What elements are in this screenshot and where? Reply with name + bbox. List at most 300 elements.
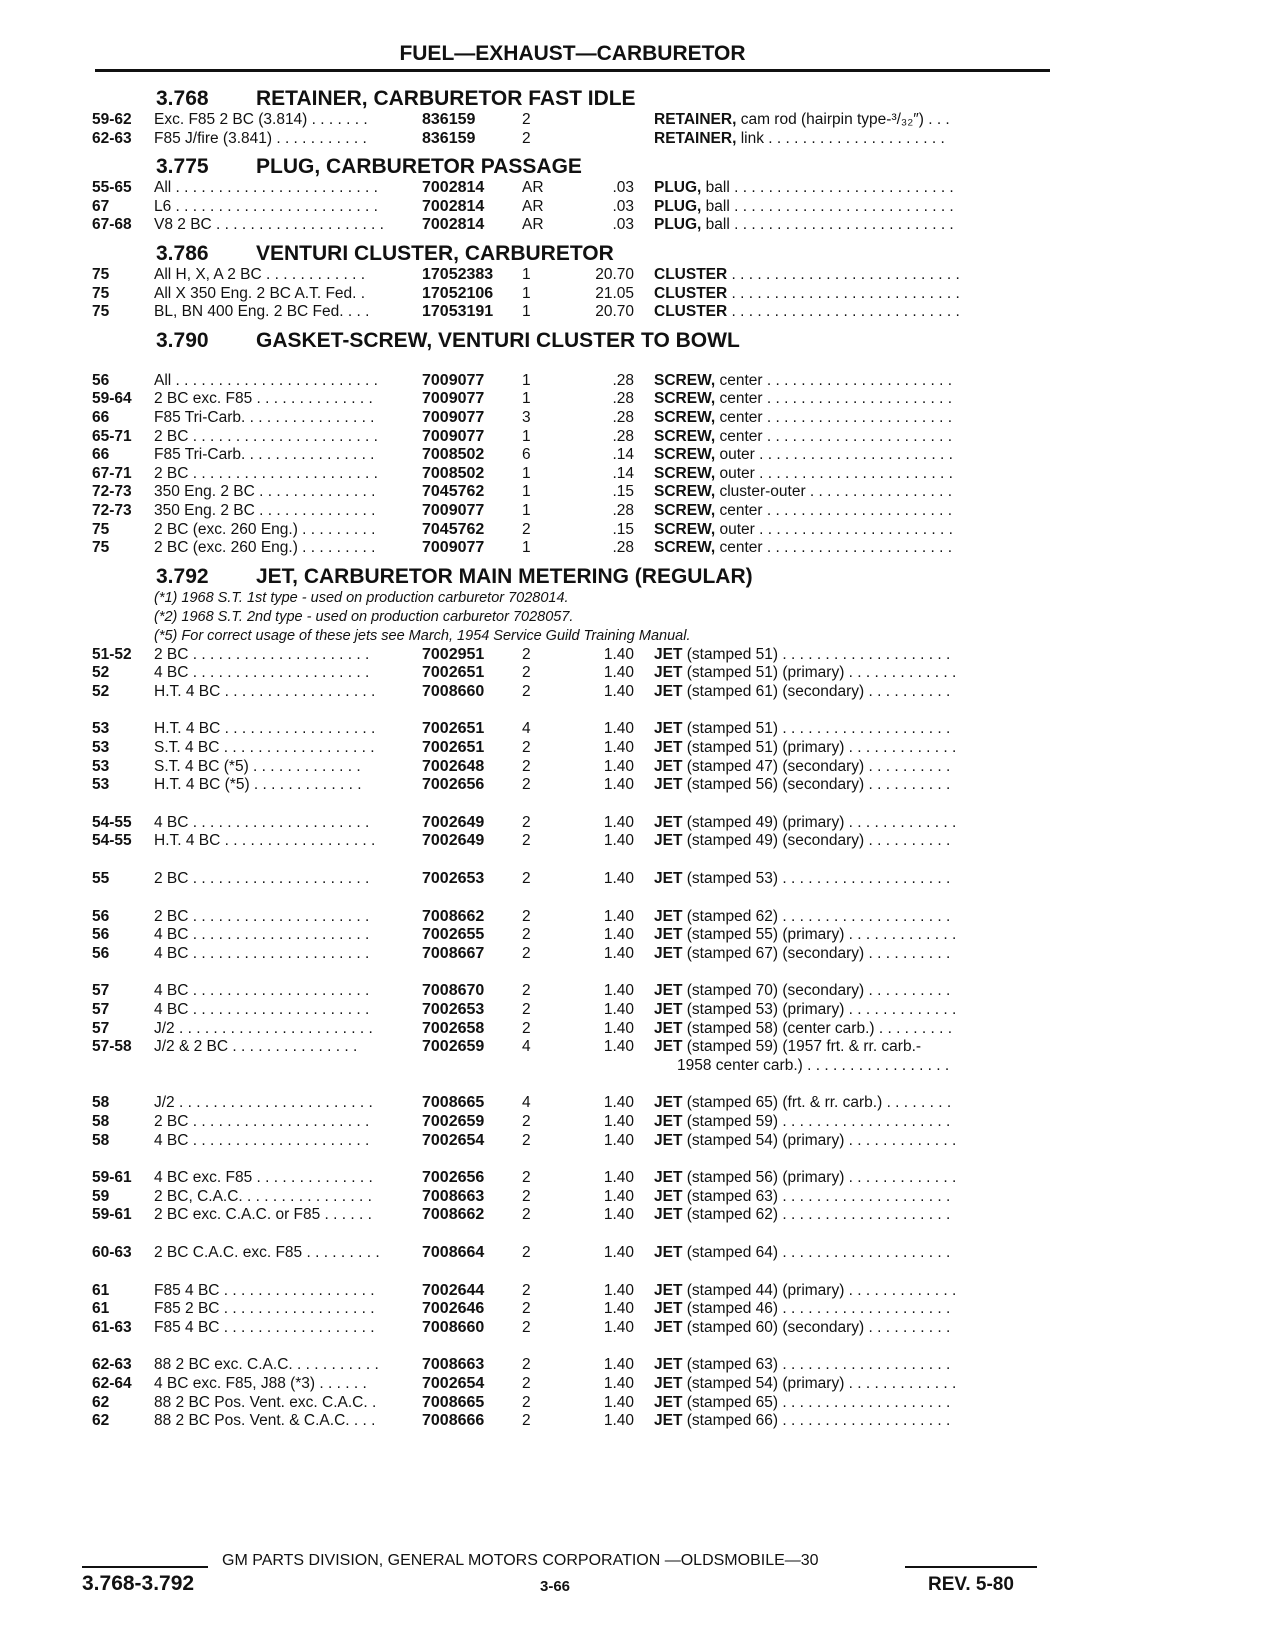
- description-keyword: JET: [654, 982, 683, 1000]
- description-text: (stamped 56) (secondary) . . . . . . . . . .: [682, 776, 951, 794]
- description: [654, 776, 1052, 795]
- section-title: JET, CARBURETOR MAIN METERING (REGULAR): [256, 564, 753, 588]
- description: [654, 428, 1052, 447]
- application: BL, BN 400 Eng. 2 BC Fed. . . .: [154, 303, 370, 321]
- section-number: 3.790: [156, 328, 209, 352]
- year-range: 65-71: [92, 427, 132, 445]
- quantity: 2: [522, 739, 531, 757]
- description-keyword: JET: [654, 1206, 683, 1224]
- description-text: (stamped 44) (primary) . . . . . . . . . . . . .: [682, 1281, 957, 1299]
- table-row: [92, 285, 1052, 304]
- table-row: [92, 664, 1052, 683]
- quantity: 2: [522, 926, 531, 944]
- description-text: (stamped 51) . . . . . . . . . . . . . . . . . . . .: [682, 645, 951, 663]
- description: [654, 1356, 1052, 1375]
- description: [654, 1169, 1052, 1188]
- description-keyword: JET: [654, 926, 683, 944]
- table-row: [92, 1001, 1052, 1020]
- description-text: ball . . . . . . . . . . . . . . . . . . . . . . . . . .: [701, 197, 954, 215]
- part-number: 7008660: [422, 682, 485, 700]
- description-text: (stamped 58) (center carb.) . . . . . . . . .: [682, 1019, 953, 1037]
- year-range: 75: [92, 265, 110, 283]
- description: [654, 1300, 1052, 1319]
- description: [654, 1375, 1052, 1394]
- application: Exc. F85 2 BC (3.814) . . . . . . .: [154, 111, 368, 128]
- price: 1.40: [603, 1374, 634, 1392]
- part-number: 7045762: [422, 520, 485, 538]
- table-row: [92, 483, 1052, 502]
- description-keyword: PLUG,: [654, 179, 702, 197]
- description-keyword: JET: [654, 944, 683, 962]
- year-range: 54-55: [92, 813, 132, 831]
- year-range: 59-64: [92, 390, 132, 408]
- year-range: 62-64: [92, 1374, 132, 1392]
- price: .14: [612, 446, 634, 464]
- application: 2 BC . . . . . . . . . . . . . . . . . . . . .: [154, 1112, 370, 1130]
- application: J/2 & 2 BC . . . . . . . . . . . . . . .: [154, 1038, 358, 1056]
- description: [654, 285, 1052, 304]
- price: 1.40: [603, 1187, 634, 1205]
- year-range: 52: [92, 682, 110, 700]
- price: 1.40: [603, 832, 634, 850]
- description: [654, 111, 1052, 130]
- description-keyword: JET: [654, 1187, 683, 1205]
- description-keyword: JET: [654, 776, 683, 794]
- description-text: (stamped 54) (primary) . . . . . . . . . . . . .: [682, 1131, 957, 1149]
- description-text: (stamped 70) (secondary) . . . . . . . . . .: [682, 982, 951, 1000]
- description-text: cluster-outer . . . . . . . . . . . . . . . . .: [715, 483, 953, 501]
- year-range: 67-71: [92, 464, 132, 482]
- price: 1.40: [603, 1206, 634, 1224]
- quantity: 2: [522, 813, 531, 831]
- year-range: 66: [92, 446, 110, 464]
- description: [654, 832, 1052, 851]
- price: 1.40: [603, 1001, 634, 1018]
- description-text: outer . . . . . . . . . . . . . . . . . . . . . . .: [715, 446, 953, 464]
- table-row: [92, 1319, 1052, 1338]
- footer-page-number: 3-66: [540, 1578, 571, 1595]
- application: H.T. 4 BC . . . . . . . . . . . . . . . . . .: [154, 720, 376, 738]
- table-row: [92, 303, 1052, 322]
- description-keyword: JET: [654, 1169, 683, 1187]
- price: 1.40: [603, 1318, 634, 1336]
- price: 21.05: [595, 284, 634, 302]
- application: 4 BC . . . . . . . . . . . . . . . . . . . . .: [154, 1131, 370, 1149]
- year-range: 55-65: [92, 179, 132, 197]
- description-keyword: SCREW,: [654, 371, 716, 389]
- description: [654, 758, 1052, 777]
- description-text: center . . . . . . . . . . . . . . . . . . . . . .: [715, 539, 953, 557]
- quantity: 2: [522, 1393, 531, 1411]
- price: 1.40: [603, 1393, 634, 1411]
- quantity: 2: [522, 1243, 531, 1261]
- year-range: 56: [92, 944, 110, 962]
- description: [654, 446, 1052, 465]
- application: F85 2 BC . . . . . . . . . . . . . . . . . .: [154, 1300, 375, 1318]
- description: [654, 303, 1052, 322]
- quantity: 2: [522, 1019, 531, 1037]
- page-title: FUEL—EXHAUST—CARBURETOR: [399, 42, 746, 65]
- description-text: . . . . . . . . . . . . . . . . . . . . . . . . . . .: [727, 284, 960, 302]
- quantity: 2: [522, 832, 531, 850]
- table-row: [92, 179, 1052, 198]
- year-range: 75: [92, 520, 110, 538]
- price: 1.40: [603, 1412, 634, 1430]
- application: S.T. 4 BC (*5) . . . . . . . . . . . . .: [154, 757, 361, 775]
- table-row: [92, 1375, 1052, 1394]
- part-number: 836159: [422, 111, 476, 128]
- quantity: 1: [522, 390, 531, 408]
- description-text: center . . . . . . . . . . . . . . . . . . . . . .: [715, 501, 953, 519]
- part-number: 7008670: [422, 982, 485, 1000]
- part-number: 7002648: [422, 757, 485, 775]
- table-row: [92, 982, 1052, 1001]
- section-number: 3.768: [156, 87, 209, 110]
- table-row: [92, 1169, 1052, 1188]
- price: 1.40: [603, 757, 634, 775]
- price: 1.40: [603, 870, 634, 888]
- section-title: RETAINER, CARBURETOR FAST IDLE: [256, 87, 636, 110]
- table-row: [92, 409, 1052, 428]
- description-text: (stamped 51) (primary) . . . . . . . . . . . . .: [682, 739, 957, 757]
- description: [654, 739, 1052, 758]
- year-range: 57: [92, 1001, 110, 1018]
- quantity: 2: [522, 111, 531, 128]
- price: 1.40: [603, 907, 634, 925]
- price: 1.40: [603, 1094, 634, 1112]
- price: 1.40: [603, 1281, 634, 1299]
- table-row: [92, 739, 1052, 758]
- year-range: 57: [92, 982, 110, 1000]
- year-range: 67: [92, 197, 110, 215]
- part-number: 7008665: [422, 1393, 485, 1411]
- description: [654, 1094, 1052, 1113]
- table-row: [92, 1356, 1052, 1375]
- quantity: 2: [522, 682, 531, 700]
- part-number: 7002814: [422, 216, 485, 234]
- year-range: 72-73: [92, 501, 132, 519]
- year-range: 62-63: [92, 129, 132, 147]
- footer-section-range: 3.768-3.792: [82, 1572, 195, 1595]
- application: J/2 . . . . . . . . . . . . . . . . . . . . . . .: [154, 1019, 373, 1037]
- table-row: [92, 372, 1052, 391]
- section-3-792: [92, 562, 1052, 1431]
- description-text: (stamped 46) . . . . . . . . . . . . . . . . . . . .: [682, 1300, 951, 1318]
- table-row: [92, 832, 1052, 851]
- description: [654, 720, 1052, 739]
- description-keyword: CLUSTER: [654, 265, 728, 283]
- description-keyword: JET: [654, 645, 683, 663]
- application: 350 Eng. 2 BC . . . . . . . . . . . . . .: [154, 501, 376, 519]
- application: F85 4 BC . . . . . . . . . . . . . . . . . .: [154, 1318, 375, 1336]
- description-continuation: 1958 center carb.) . . . . . . . . . . . . . . . . .: [677, 1056, 950, 1074]
- price: .03: [612, 197, 634, 215]
- description-keyword: JET: [654, 757, 683, 775]
- application: 350 Eng. 2 BC . . . . . . . . . . . . . .: [154, 483, 376, 501]
- description: [654, 216, 1052, 235]
- table-row: [92, 720, 1052, 739]
- part-number: 7002656: [422, 1169, 485, 1187]
- application: F85 Tri-Carb. . . . . . . . . . . . . . . .: [154, 446, 375, 464]
- description-keyword: JET: [654, 1374, 683, 1392]
- part-number: 7008666: [422, 1412, 485, 1430]
- application: 2 BC (exc. 260 Eng.) . . . . . . . . .: [154, 520, 376, 538]
- footer-publisher: GM PARTS DIVISION, GENERAL MOTORS CORPORATION —OLDSMOBILE—30: [222, 1552, 819, 1569]
- description-text: (stamped 49) (secondary) . . . . . . . . . .: [682, 832, 951, 850]
- price: 1.40: [603, 1112, 634, 1130]
- year-range: 61-63: [92, 1318, 132, 1336]
- application: All X 350 Eng. 2 BC A.T. Fed. .: [154, 284, 366, 302]
- table-row: [92, 539, 1052, 558]
- application: 4 BC . . . . . . . . . . . . . . . . . . . . .: [154, 1001, 370, 1018]
- description-keyword: CLUSTER: [654, 284, 728, 302]
- quantity: 2: [522, 1187, 531, 1205]
- description-keyword: SCREW,: [654, 427, 716, 445]
- section-note: (*5) For correct usage of these jets see March, 1954 Service Guild Training Manual.: [154, 627, 691, 644]
- quantity: 1: [522, 303, 531, 321]
- description: [654, 982, 1052, 1001]
- part-number: 7009077: [422, 501, 485, 519]
- year-range: 53: [92, 720, 110, 738]
- description: [654, 870, 1052, 889]
- parts-list: [92, 80, 1052, 1431]
- description-keyword: JET: [654, 832, 683, 850]
- description-text: (stamped 60) (secondary) . . . . . . . . . .: [682, 1318, 951, 1336]
- section-3-786: [92, 239, 1052, 322]
- description-keyword: SCREW,: [654, 539, 716, 557]
- quantity: 1: [522, 539, 531, 557]
- description: [654, 1001, 1052, 1020]
- quantity: 2: [522, 776, 531, 794]
- description: [654, 1113, 1052, 1132]
- application: S.T. 4 BC . . . . . . . . . . . . . . . . . .: [154, 739, 375, 757]
- quantity: 1: [522, 501, 531, 519]
- section-heading: [92, 152, 1052, 179]
- quantity: 2: [522, 1356, 531, 1374]
- quantity: 1: [522, 427, 531, 445]
- application: 2 BC exc. C.A.C. or F85 . . . . . .: [154, 1206, 372, 1224]
- year-range: 75: [92, 303, 110, 321]
- price: .03: [612, 216, 634, 234]
- part-number: 7002658: [422, 1019, 485, 1037]
- description-text: (stamped 61) (secondary) . . . . . . . . . .: [682, 682, 951, 700]
- year-range: 53: [92, 739, 110, 757]
- description: [654, 1319, 1052, 1338]
- table-row: [92, 446, 1052, 465]
- quantity: 3: [522, 408, 531, 426]
- description-text: (stamped 55) (primary) . . . . . . . . . . . . .: [682, 926, 957, 944]
- description-keyword: SCREW,: [654, 464, 716, 482]
- quantity: 2: [522, 1374, 531, 1392]
- quantity: 1: [522, 464, 531, 482]
- description-text: (stamped 53) . . . . . . . . . . . . . . . . . . . .: [682, 870, 951, 888]
- description-text: . . . . . . . . . . . . . . . . . . . . . . . . . . .: [727, 303, 960, 321]
- quantity: 2: [522, 944, 531, 962]
- table-row: [92, 945, 1052, 964]
- table-row: [92, 428, 1052, 447]
- description-text: (stamped 63) . . . . . . . . . . . . . . . . . . . .: [682, 1187, 951, 1205]
- part-number: 836159: [422, 129, 476, 147]
- footer-rule-right: [905, 1566, 1037, 1568]
- part-number: 7008662: [422, 1206, 485, 1224]
- quantity: 2: [522, 645, 531, 663]
- description-text: (stamped 51) (primary) . . . . . . . . . . . . .: [682, 664, 957, 682]
- description-keyword: JET: [654, 1112, 683, 1130]
- quantity: 2: [522, 1412, 531, 1430]
- year-range: 62-63: [92, 1356, 132, 1374]
- description-text: ball . . . . . . . . . . . . . . . . . . . . . . . . . .: [701, 179, 954, 197]
- application: F85 4 BC . . . . . . . . . . . . . . . . . .: [154, 1281, 375, 1299]
- table-row: [92, 266, 1052, 285]
- description: [654, 179, 1052, 198]
- table-row: [92, 1244, 1052, 1263]
- application: 4 BC . . . . . . . . . . . . . . . . . . . . .: [154, 982, 370, 1000]
- year-range: 61: [92, 1281, 110, 1299]
- section-3-768: [92, 84, 1052, 148]
- table-row: [92, 1020, 1052, 1039]
- price: 1.40: [603, 645, 634, 663]
- description-keyword: JET: [654, 1019, 683, 1037]
- price: .15: [612, 483, 634, 501]
- year-range: 56: [92, 907, 110, 925]
- application: 2 BC . . . . . . . . . . . . . . . . . . . . . .: [154, 464, 378, 482]
- price: 1.40: [603, 682, 634, 700]
- section-note: (*1) 1968 S.T. 1st type - used on production carburetor 7028014.: [154, 589, 569, 606]
- quantity: 2: [522, 757, 531, 775]
- price: 1.40: [603, 1131, 634, 1149]
- year-range: 58: [92, 1131, 110, 1149]
- quantity: 2: [522, 1206, 531, 1224]
- application: 2 BC, C.A.C. . . . . . . . . . . . . . . .: [154, 1187, 372, 1205]
- price: 1.40: [603, 813, 634, 831]
- section-title: VENTURI CLUSTER, CARBURETOR: [256, 241, 614, 265]
- description-text: . . . . . . . . . . . . . . . . . . . . . . . . . . .: [727, 265, 960, 283]
- price: 1.40: [603, 1038, 634, 1056]
- description-keyword: JET: [654, 1393, 683, 1411]
- price: 1.40: [603, 776, 634, 794]
- part-number: 7002651: [422, 739, 485, 757]
- section-heading: [92, 326, 1052, 353]
- part-number: 7009077: [422, 539, 485, 557]
- price: .28: [612, 390, 634, 408]
- description-text: center . . . . . . . . . . . . . . . . . . . . . .: [715, 390, 953, 408]
- table-row: [92, 814, 1052, 833]
- description-text: (stamped 67) (secondary) . . . . . . . . . .: [682, 944, 951, 962]
- quantity: 2: [522, 1281, 531, 1299]
- application: 4 BC . . . . . . . . . . . . . . . . . . . . .: [154, 926, 370, 944]
- description-keyword: JET: [654, 813, 683, 831]
- price: .15: [612, 520, 634, 538]
- part-number: 7002656: [422, 776, 485, 794]
- table-row: [92, 216, 1052, 235]
- description-keyword: RETAINER,: [654, 111, 737, 128]
- year-range: 75: [92, 539, 110, 557]
- year-range: 62: [92, 1393, 110, 1411]
- price: .28: [612, 427, 634, 445]
- part-number: 7008660: [422, 1318, 485, 1336]
- description: [654, 390, 1052, 409]
- description: [654, 646, 1052, 665]
- price: .28: [612, 539, 634, 557]
- price: 20.70: [595, 265, 634, 283]
- part-number: 17053191: [422, 303, 494, 321]
- table-row: [92, 390, 1052, 409]
- description-keyword: SCREW,: [654, 520, 716, 538]
- part-number: 7002653: [422, 1001, 485, 1018]
- application: H.T. 4 BC . . . . . . . . . . . . . . . . . .: [154, 682, 376, 700]
- description: [654, 814, 1052, 833]
- description-keyword: JET: [654, 720, 683, 738]
- part-number: 7002651: [422, 664, 485, 682]
- application: J/2 . . . . . . . . . . . . . . . . . . . . . . .: [154, 1094, 373, 1112]
- quantity: 4: [522, 720, 531, 738]
- quantity: 2: [522, 1112, 531, 1130]
- year-range: 51-52: [92, 645, 132, 663]
- application: 88 2 BC Pos. Vent. exc. C.A.C. .: [154, 1393, 377, 1411]
- description-keyword: JET: [654, 1131, 683, 1149]
- description-keyword: JET: [654, 1243, 683, 1261]
- table-row: [92, 1412, 1052, 1431]
- price: 1.40: [603, 1169, 634, 1187]
- description: [654, 198, 1052, 217]
- application: 4 BC . . . . . . . . . . . . . . . . . . . . .: [154, 813, 370, 831]
- description: [654, 683, 1052, 702]
- price: 1.40: [603, 1019, 634, 1037]
- description-text: (stamped 51) . . . . . . . . . . . . . . . . . . . .: [682, 720, 951, 738]
- description: [654, 664, 1052, 683]
- application: F85 J/fire (3.841) . . . . . . . . . . .: [154, 129, 367, 147]
- application: H.T. 4 BC . . . . . . . . . . . . . . . . . .: [154, 832, 376, 850]
- section-3-790: [92, 326, 1052, 558]
- section-title: GASKET-SCREW, VENTURI CLUSTER TO BOWL: [256, 328, 740, 352]
- quantity: 2: [522, 664, 531, 682]
- continuation-spacer: [92, 1057, 667, 1076]
- description-text: (stamped 62) . . . . . . . . . . . . . . . . . . . .: [682, 907, 951, 925]
- page-header: [95, 42, 1050, 72]
- quantity: 2: [522, 982, 531, 1000]
- part-number: 7008502: [422, 464, 485, 482]
- description-keyword: PLUG,: [654, 216, 702, 234]
- description-text: (stamped 64) . . . . . . . . . . . . . . . . . . . .: [682, 1243, 951, 1261]
- year-range: 59-61: [92, 1169, 132, 1187]
- table-row: [92, 646, 1052, 665]
- description: [654, 1188, 1052, 1207]
- description-text: (stamped 65) . . . . . . . . . . . . . . . . . . . .: [682, 1393, 951, 1411]
- part-number: 7008665: [422, 1094, 485, 1112]
- table-row: [92, 521, 1052, 540]
- application: V8 2 BC . . . . . . . . . . . . . . . . . . . .: [154, 216, 384, 234]
- description-keyword: JET: [654, 1094, 683, 1112]
- part-number: 7002951: [422, 645, 485, 663]
- description-text: (stamped 54) (primary) . . . . . . . . . . . . .: [682, 1374, 957, 1392]
- quantity: 4: [522, 1094, 531, 1112]
- table-row: [92, 758, 1052, 777]
- application: 2 BC . . . . . . . . . . . . . . . . . . . . . .: [154, 427, 378, 445]
- quantity: 2: [522, 129, 531, 147]
- description-text: (stamped 49) (primary) . . . . . . . . . . . . .: [682, 813, 957, 831]
- year-range: 60-63: [92, 1243, 132, 1261]
- application: 4 BC . . . . . . . . . . . . . . . . . . . . .: [154, 664, 370, 682]
- year-range: 61: [92, 1300, 110, 1318]
- year-range: 52: [92, 664, 110, 682]
- part-number: 7002654: [422, 1374, 485, 1392]
- price: [574, 130, 654, 149]
- part-number: 7008662: [422, 907, 485, 925]
- quantity: 2: [522, 520, 531, 538]
- part-number: 7002655: [422, 926, 485, 944]
- description-keyword: JET: [654, 664, 683, 682]
- year-range: 66: [92, 408, 110, 426]
